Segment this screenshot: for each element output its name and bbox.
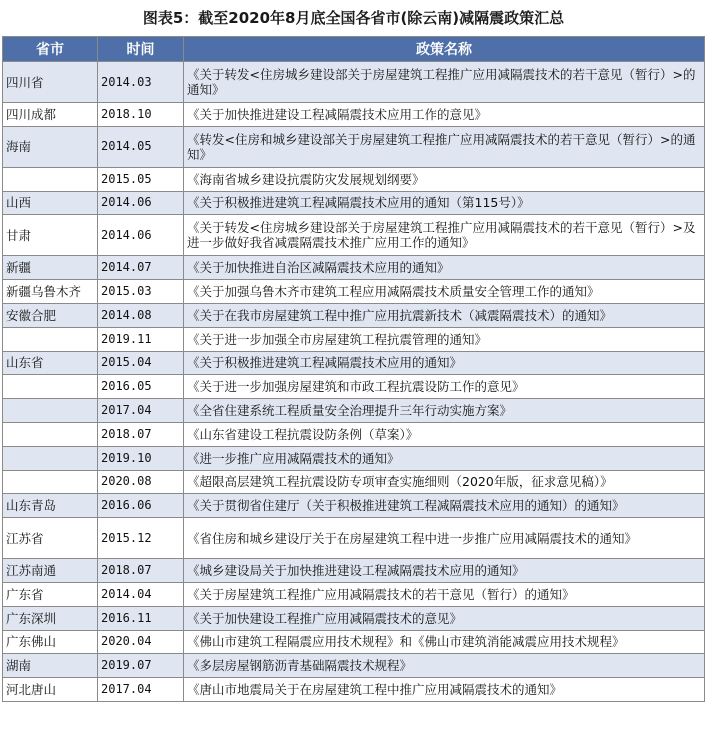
cell-province: 河北唐山 [3, 678, 98, 702]
cell-time: 2014.06 [98, 215, 184, 256]
cell-policy: 《关于进一步加强房屋建筑和市政工程抗震设防工作的意见》 [184, 375, 705, 399]
table-row [3, 126, 705, 167]
cell-policy: 《唐山市地震局关于在房屋建筑工程中推广应用减隔震技术的通知》 [184, 678, 705, 702]
cell-province [3, 375, 98, 399]
cell-policy: 《城乡建设局关于加快推进建设工程减隔震技术应用的通知》 [184, 559, 705, 583]
cell-time: 2014.04 [98, 582, 184, 606]
cell-province [3, 167, 98, 191]
cell-policy: 《全省住建系统工程质量安全治理提升三年行动实施方案》 [184, 399, 705, 423]
cell-time: 2014.07 [98, 256, 184, 280]
table-row [3, 630, 705, 654]
cell-policy: 《转发<住房和城乡建设部关于房屋建筑工程推广应用减隔震技术的若干意见（暂行）>的通知》 [184, 126, 705, 167]
cell-policy: 《关于加快建设工程推广应用减隔震技术的意见》 [184, 606, 705, 630]
cell-province: 甘肃 [3, 215, 98, 256]
cell-policy: 《佛山市建筑工程隔震应用技术规程》和《佛山市建筑消能减震应用技术规程》 [184, 630, 705, 654]
header-province: 省市 [3, 37, 98, 62]
page-title: 图表5：截至2020年8月底全国各省市(除云南)减隔震政策汇总 [142, 9, 565, 27]
header-time: 时间 [98, 37, 184, 62]
cell-province: 山西 [3, 191, 98, 215]
cell-province: 广东佛山 [3, 630, 98, 654]
table-row [3, 559, 705, 583]
cell-time: 2015.04 [98, 351, 184, 375]
cell-province: 山东省 [3, 351, 98, 375]
cell-province: 江苏省 [3, 518, 98, 559]
cell-province: 广东深圳 [3, 606, 98, 630]
cell-policy: 《进一步推广应用减隔震技术的通知》 [184, 446, 705, 470]
table-row [3, 351, 705, 375]
cell-policy: 《关于积极推进建筑工程减隔震技术应用的通知》 [184, 351, 705, 375]
cell-time: 2020.04 [98, 630, 184, 654]
cell-time: 2015.05 [98, 167, 184, 191]
cell-province: 海南 [3, 126, 98, 167]
cell-policy: 《多层房屋钢筋沥青基础隔震技术规程》 [184, 654, 705, 678]
cell-province: 新疆 [3, 256, 98, 280]
cell-policy: 《关于房屋建筑工程推广应用减隔震技术的若干意见（暂行）的通知》 [184, 582, 705, 606]
cell-policy: 《关于加快推进建设工程减隔震技术应用工作的意见》 [184, 103, 705, 127]
cell-time: 2018.07 [98, 559, 184, 583]
table-row [3, 103, 705, 127]
cell-time: 2018.07 [98, 422, 184, 446]
cell-time: 2016.05 [98, 375, 184, 399]
cell-time: 2019.11 [98, 327, 184, 351]
cell-province: 新疆乌鲁木齐 [3, 280, 98, 304]
cell-policy: 《省住房和城乡建设厅关于在房屋建筑工程中进一步推广应用减隔震技术的通知》 [184, 518, 705, 559]
cell-province [3, 422, 98, 446]
cell-time: 2018.10 [98, 103, 184, 127]
cell-policy: 《海南省城乡建设抗震防灾发展规划纲要》 [184, 167, 705, 191]
table-row [3, 191, 705, 215]
policy-table [2, 36, 705, 702]
table-row [3, 375, 705, 399]
table-header-row [3, 37, 705, 62]
table-row [3, 678, 705, 702]
cell-time: 2015.03 [98, 280, 184, 304]
cell-time: 2014.05 [98, 126, 184, 167]
cell-province: 湖南 [3, 654, 98, 678]
table-row [3, 422, 705, 446]
header-policy: 政策名称 [184, 37, 705, 62]
table-row [3, 446, 705, 470]
cell-time: 2017.04 [98, 678, 184, 702]
table-row [3, 518, 705, 559]
cell-time: 2016.11 [98, 606, 184, 630]
table-row [3, 256, 705, 280]
table-row [3, 582, 705, 606]
cell-province [3, 446, 98, 470]
cell-time: 2014.08 [98, 303, 184, 327]
table-row [3, 303, 705, 327]
cell-time: 2020.08 [98, 470, 184, 494]
cell-province [3, 399, 98, 423]
table-row [3, 280, 705, 304]
cell-province: 山东青岛 [3, 494, 98, 518]
cell-province: 四川成都 [3, 103, 98, 127]
cell-time: 2016.06 [98, 494, 184, 518]
cell-policy: 《关于进一步加强全市房屋建筑工程抗震管理的通知》 [184, 327, 705, 351]
cell-policy: 《关于积极推进建筑工程减隔震技术应用的通知（第115号）》 [184, 191, 705, 215]
cell-policy: 《关于加强乌鲁木齐市建筑工程应用减隔震技术质量安全管理工作的通知》 [184, 280, 705, 304]
cell-province: 安徽合肥 [3, 303, 98, 327]
cell-time: 2019.10 [98, 446, 184, 470]
table-row [3, 62, 705, 103]
cell-province: 江苏南通 [3, 559, 98, 583]
cell-time: 2019.07 [98, 654, 184, 678]
cell-policy: 《超限高层建筑工程抗震设防专项审查实施细则（2020年版，征求意见稿）》 [184, 470, 705, 494]
table-row [3, 399, 705, 423]
cell-province: 四川省 [3, 62, 98, 103]
cell-province [3, 470, 98, 494]
cell-policy: 《山东省建设工程抗震设防条例（草案）》 [184, 422, 705, 446]
cell-province [3, 327, 98, 351]
cell-time: 2014.03 [98, 62, 184, 103]
table-row [3, 606, 705, 630]
table-row [3, 470, 705, 494]
cell-policy: 《关于贯彻省住建厅（关于积极推进建筑工程减隔震技术应用的通知）的通知》 [184, 494, 705, 518]
cell-policy: 《关于转发<住房城乡建设部关于房屋建筑工程推广应用减隔震技术的若干意见（暂行）>及进一步做好我省减震隔震技术推广应用工作的通知》 [184, 215, 705, 256]
cell-policy: 《关于转发<住房城乡建设部关于房屋建筑工程推广应用减隔震技术的若干意见（暂行）>的通知》 [184, 62, 705, 103]
table-row [3, 327, 705, 351]
table-row [3, 654, 705, 678]
cell-time: 2014.06 [98, 191, 184, 215]
cell-policy: 《关于加快推进自治区减隔震技术应用的通知》 [184, 256, 705, 280]
table-row [3, 215, 705, 256]
table-row [3, 167, 705, 191]
cell-time: 2015.12 [98, 518, 184, 559]
cell-time: 2017.04 [98, 399, 184, 423]
cell-province: 广东省 [3, 582, 98, 606]
table-body [3, 62, 705, 702]
table-row [3, 494, 705, 518]
cell-policy: 《关于在我市房屋建筑工程中推广应用抗震新技术（减震隔震技术）的通知》 [184, 303, 705, 327]
